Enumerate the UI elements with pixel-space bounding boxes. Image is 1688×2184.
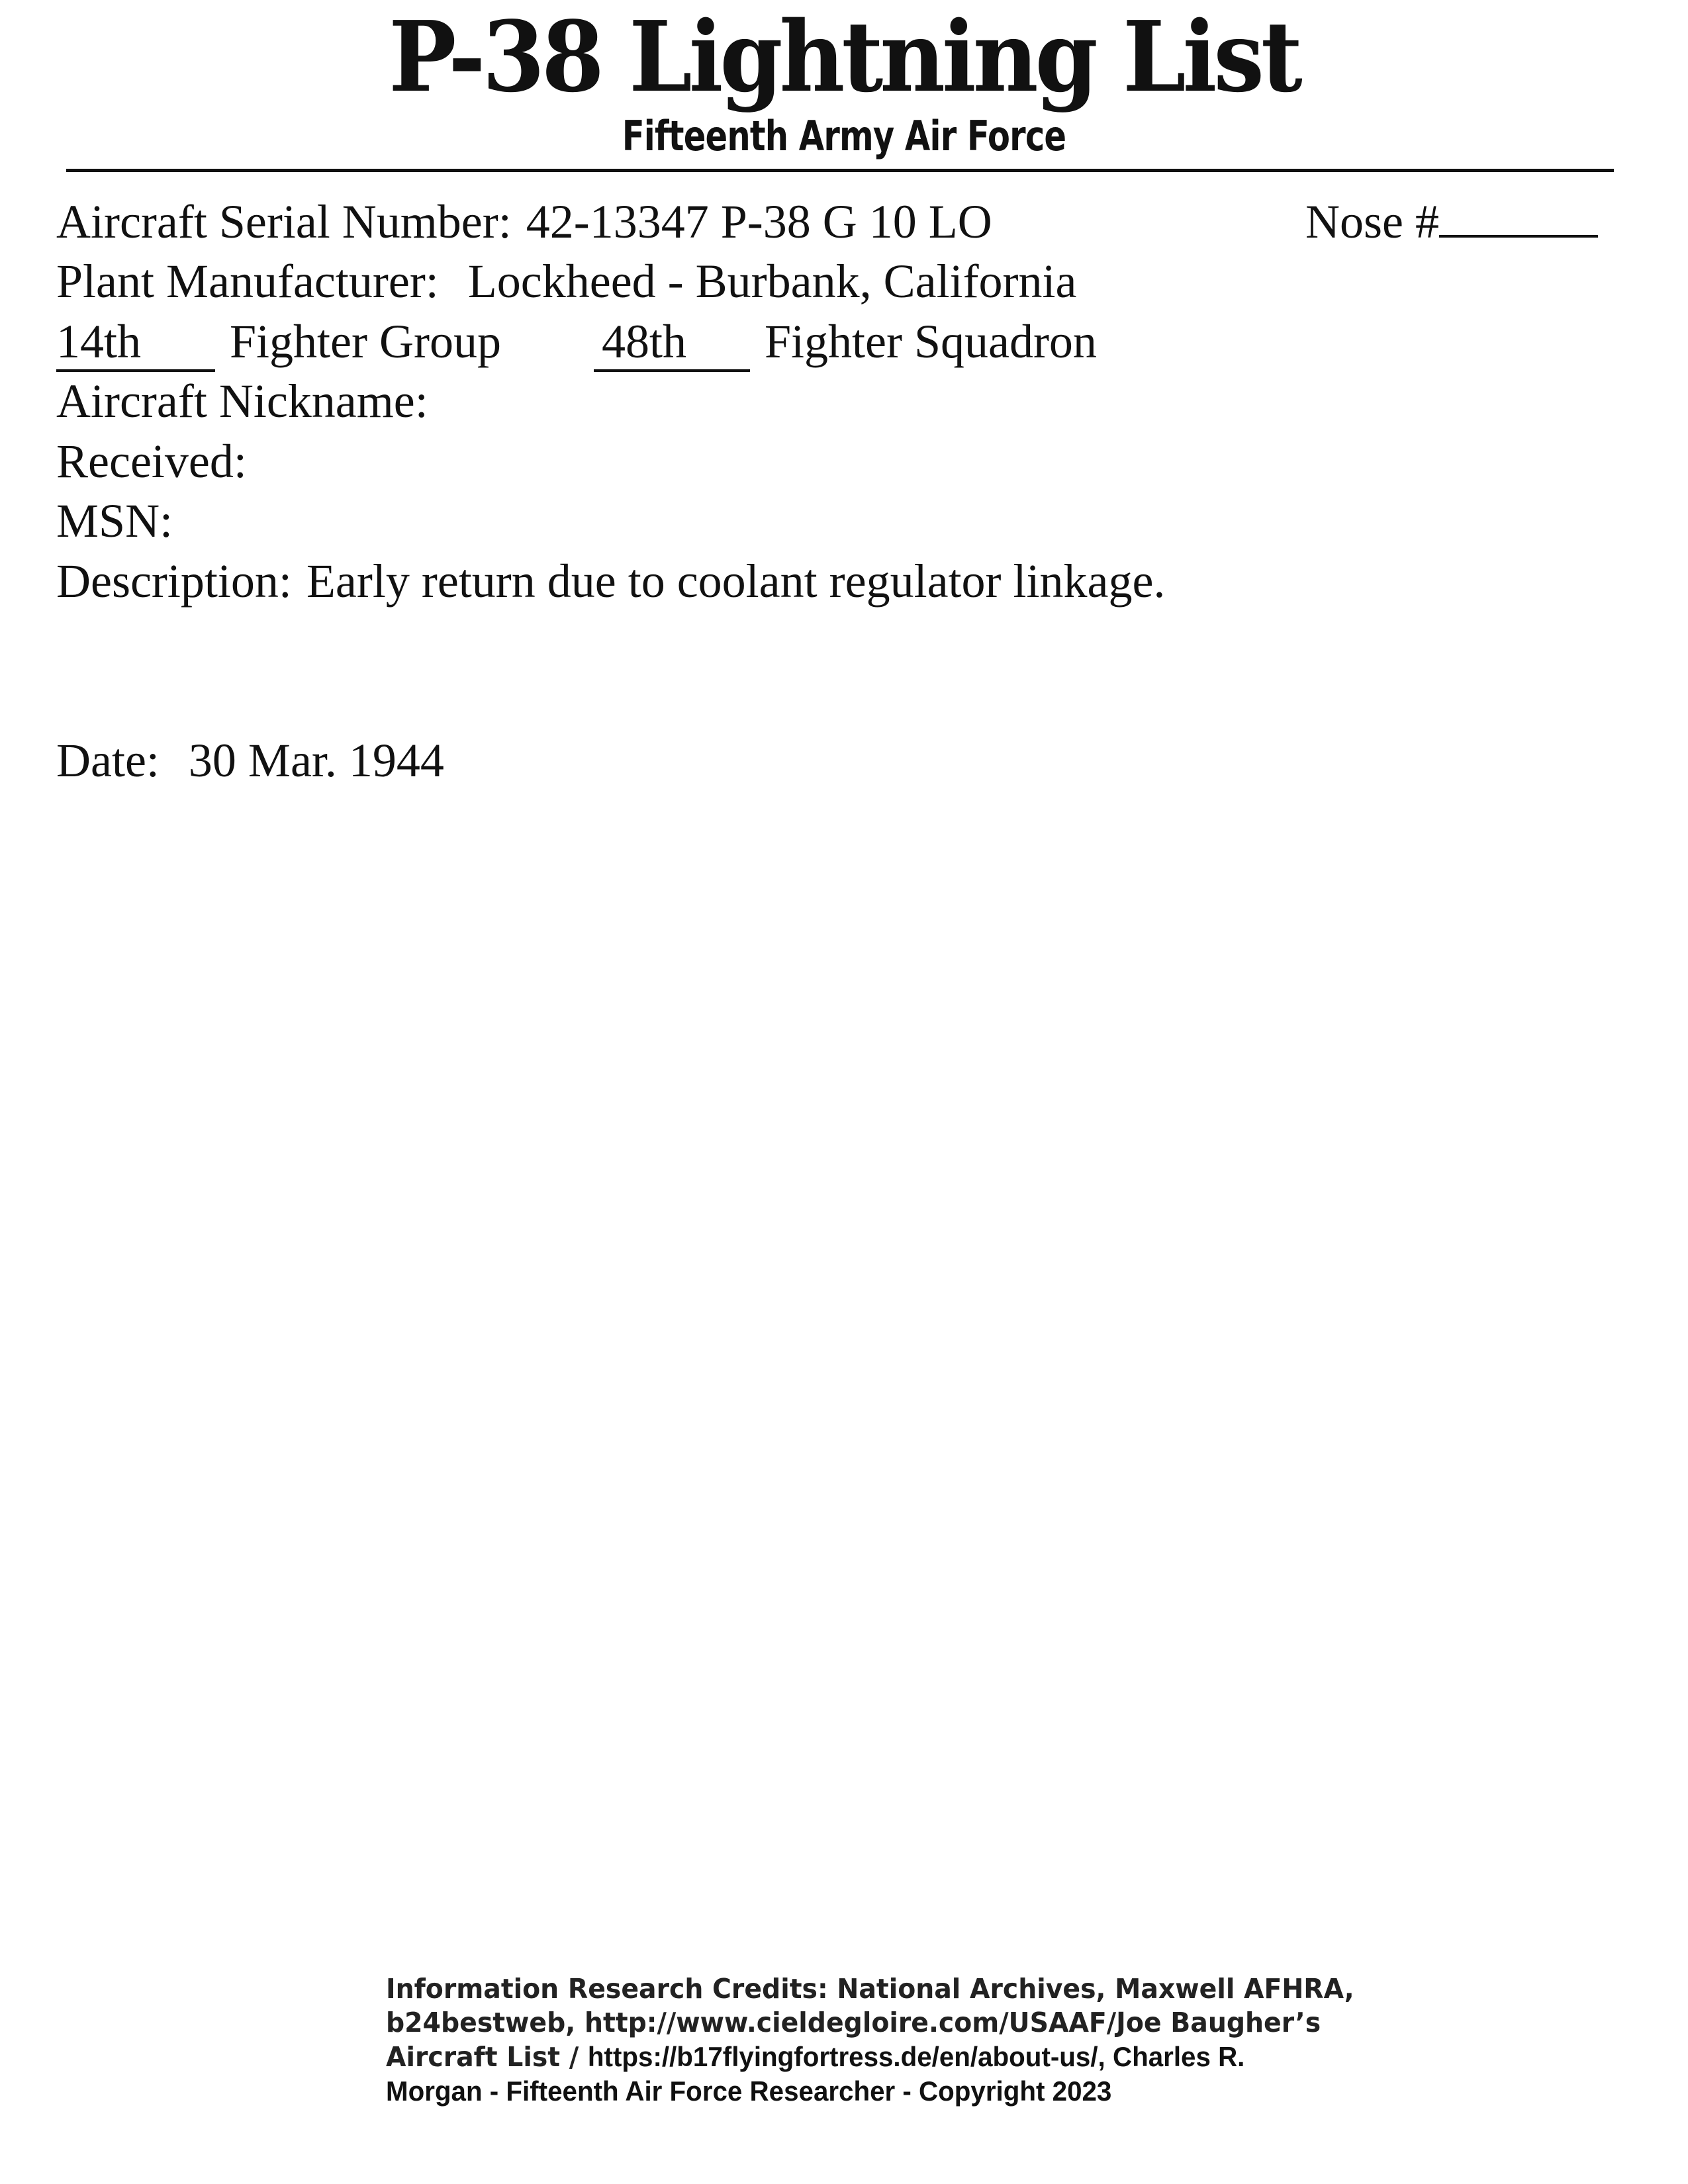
serial-number-row — [56, 192, 992, 251]
credits-line-3 — [386, 2040, 1327, 2074]
header-rule — [66, 169, 1614, 172]
group-squadron-row — [56, 312, 1097, 372]
plant-manufacturer-label: Plant Manufacturer: — [56, 255, 439, 308]
received-label: Received: — [56, 435, 247, 488]
fighter-group-value: 14th — [56, 314, 215, 372]
research-credits — [386, 1972, 1354, 2108]
page-subtitle: Fifteenth Army Air Force — [622, 112, 1066, 160]
serial-number-value: 42-13347 P-38 G 10 LO — [526, 195, 992, 248]
credits-line-1: Information Research Credits: National Archives, Maxwell AFHRA, — [386, 1973, 1354, 2005]
description-row — [56, 551, 1165, 611]
nose-number-label: Nose # — [1305, 195, 1439, 248]
msn-label: MSN: — [56, 494, 173, 547]
page-title: P-38 Lightning List — [389, 0, 1299, 114]
date-value: 30 Mar. 1944 — [188, 734, 444, 787]
credits-line-4: Morgan - Fifteenth Air Force Researcher - Copyright 2023 — [386, 2075, 1112, 2107]
description-label: Description: — [56, 555, 292, 608]
credits-line-3-end: https://b17flyingfortress.de/en/about-us/, Charles R. — [587, 2041, 1245, 2072]
nose-number-field — [1305, 192, 1598, 251]
plant-manufacturer-value: Lockheed - Burbank, California — [467, 255, 1077, 308]
date-row — [56, 731, 444, 790]
aircraft-nickname-label: Aircraft Nickname: — [56, 375, 428, 428]
fighter-group-label: Fighter Group — [230, 315, 501, 368]
description-value: Early return due to coolant regulator linkage. — [306, 555, 1166, 608]
fighter-squadron-value: 48th — [594, 314, 750, 372]
nose-number-blank — [1439, 194, 1598, 238]
fighter-squadron-label: Fighter Squadron — [764, 315, 1097, 368]
serial-number-label: Aircraft Serial Number: — [56, 195, 512, 248]
credits-line-3-start: Aircraft List / — [386, 2041, 579, 2073]
plant-manufacturer-row — [56, 251, 1076, 311]
date-label: Date: — [56, 734, 160, 787]
credits-line-2: b24bestweb, http://www.cieldegloire.com/USAAF/Joe Baugher’s — [386, 2007, 1321, 2038]
